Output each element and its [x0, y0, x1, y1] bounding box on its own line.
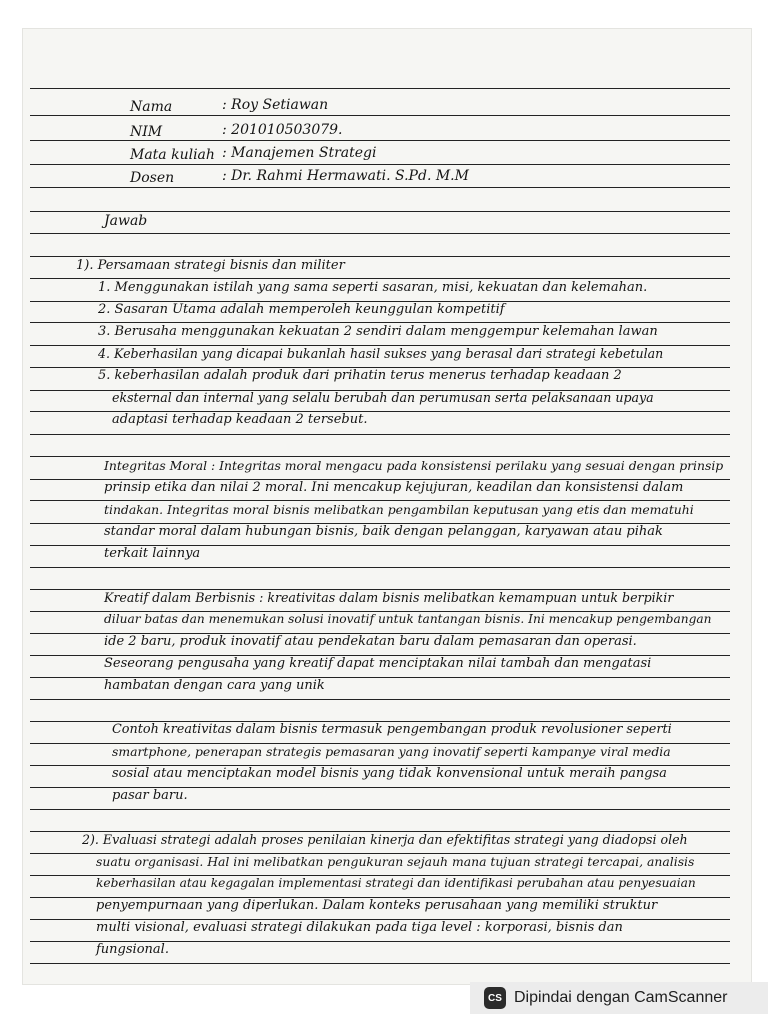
section1-item: 1. Menggunakan istilah yang sama seperti sasaran, misi, kekuatan dan kelemahan.: [98, 280, 648, 295]
dosen-label: Dosen: [130, 170, 175, 186]
dosen-value: : Dr. Rahmi Hermawati. S.Pd. M.M: [222, 168, 469, 184]
kreatif-line: Seseorang pengusaha yang kreatif dapat menciptakan nilai tambah dan mengatasi: [104, 656, 652, 671]
section1-item: 4. Keberhasilan yang dicapai bukanlah hasil sukses yang berasal dari strategi kebetulan: [98, 346, 664, 361]
section1-item-continued: adaptasi terhadap keadaan 2 tersebut.: [112, 412, 368, 427]
section2-line: suatu organisasi. Hal ini melibatkan pengukuran sejauh mana tujuan strategi tercapai, analisis: [96, 854, 695, 869]
contoh-line: sosial atau menciptakan model bisnis yang tidak konvensional untuk meraih pangsa: [112, 766, 667, 781]
camscanner-text: Dipindai dengan CamScanner: [514, 989, 728, 1006]
section2-line: fungsional.: [96, 942, 169, 957]
kreatif-line: diluar batas dan menemukan solusi inovatif untuk tantangan bisnis. Ini mencakup pengembangan: [104, 612, 712, 626]
camscanner-logo-icon: CS: [484, 987, 506, 1009]
kreatif-line: ide 2 baru, produk inovatif atau pendekatan baru dalam pemasaran dan operasi.: [104, 634, 637, 649]
nim-value: : 201010503079.: [222, 122, 343, 138]
integritas-line: Integritas Moral : Integritas moral mengacu pada konsistensi perilaku yang sesuai dengan prinsip: [104, 458, 724, 473]
integritas-line: standar moral dalam hubungan bisnis, baik dengan pelanggan, karyawan atau pihak: [104, 524, 663, 539]
section2-line: penyempurnaan yang diperlukan. Dalam konteks perusahaan yang memiliki struktur: [96, 898, 658, 913]
section2-line: multi visional, evaluasi strategi dilakukan pada tiga level : korporasi, bisnis dan: [96, 920, 623, 935]
section2-line: 2). Evaluasi strategi adalah proses penilaian kinerja dan efektifitas strategi yang diadopsi oleh: [82, 832, 688, 847]
contoh-line: smartphone, penerapan strategis pemasaran yang inovatif seperti kampanye viral media: [112, 744, 671, 759]
section1-item: 3. Berusaha menggunakan kekuatan 2 sendiri dalam menggempur kelemahan lawan: [98, 324, 658, 339]
camscanner-watermark: [470, 982, 768, 1014]
nama-label: Nama: [130, 99, 173, 115]
contoh-line: pasar baru.: [112, 788, 188, 803]
kreatif-line: Kreatif dalam Berbisnis : kreativitas dalam bisnis melibatkan kemampuan untuk berpikir: [104, 590, 674, 605]
integritas-line: prinsip etika dan nilai 2 moral. Ini mencakup kejujuran, keadilan dan konsistensi dalam: [104, 480, 684, 495]
nim-label: NIM: [130, 124, 163, 140]
section1-item: 5. keberhasilan adalah produk dari prihatin terus menerus terhadap keadaan 2: [98, 368, 622, 383]
section1-item-continued: eksternal dan internal yang selalu berubah dan perumusan serta pelaksanaan upaya: [112, 390, 654, 405]
kreatif-line: hambatan dengan cara yang unik: [104, 678, 325, 693]
integritas-line: terkait lainnya: [104, 546, 201, 561]
section2-line: keberhasilan atau kegagalan implementasi strategi dan identifikasi perubahan atau penyesuaian: [96, 876, 696, 890]
integritas-line: tindakan. Integritas moral bisnis melibatkan pengambilan keputusan yang etis dan mematuhi: [104, 502, 694, 517]
section1-item: 2. Sasaran Utama adalah memperoleh keunggulan kompetitif: [98, 302, 505, 317]
matkul-value: : Manajemen Strategi: [222, 145, 377, 161]
nama-value: : Roy Setiawan: [222, 97, 329, 113]
matkul-label: Mata kuliah: [130, 147, 215, 163]
contoh-line: Contoh kreativitas dalam bisnis termasuk pengembangan produk revolusioner seperti: [112, 722, 672, 737]
jawab-heading: Jawab: [104, 213, 148, 229]
section1-title: 1). Persamaan strategi bisnis dan militer: [76, 258, 345, 273]
